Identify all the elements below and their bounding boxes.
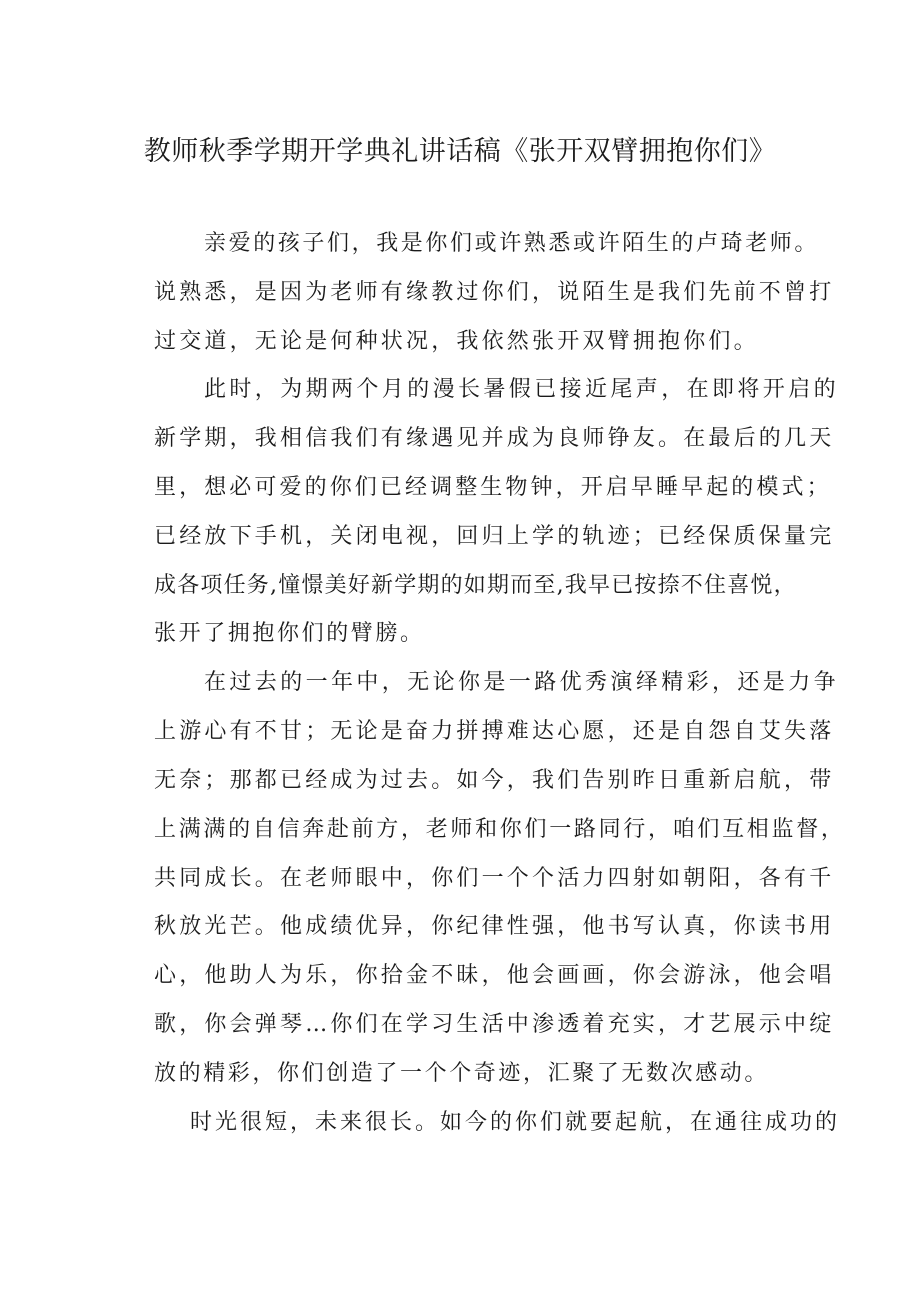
text-line: 心，他助人为乐，你拾金不昧，他会画画，你会游泳，他会唱 — [154, 963, 835, 988]
text-line: 此时，为期两个月的漫长暑假已接近尾声，在即将开启的 — [204, 377, 840, 402]
text-line: 成各项任务,憧憬美好新学期的如期而至,我早已按捺不住喜悦， — [154, 573, 797, 598]
text-line: 亲爱的孩子们，我是你们或许熟悉或许陌生的卢琦老师。 — [204, 231, 820, 256]
text-line: 说熟悉，是因为老师有缘教过你们，说陌生是我们先前不曾打 — [154, 280, 835, 305]
text-line: 时光很短，未来很长。如今的你们就要起航，在通往成功的 — [190, 1110, 841, 1135]
text-line: 过交道，无论是何种状况，我依然张开双臂拥抱你们。 — [154, 329, 759, 354]
text-line: 张开了拥抱你们的臂膀。 — [154, 621, 425, 646]
text-line: 上游心有不甘；无论是奋力拼搏难达心愿，还是自怨自艾失落 — [154, 719, 835, 744]
text-line: 歌，你会弹琴…你们在学习生活中渗透着充实，才艺展示中绽 — [154, 1012, 835, 1037]
text-line: 新学期，我相信我们有缘遇见并成为良师铮友。在最后的几天 — [154, 426, 835, 451]
document-title: 教师秋季学期开学典礼讲话稿《张开双臂拥抱你们》 — [143, 136, 777, 167]
text-line: 共同成长。在老师眼中，你们一个个活力四射如朝阳，各有千 — [154, 866, 835, 891]
text-line: 放的精彩，你们创造了一个个奇迹，汇聚了无数次感动。 — [154, 1061, 770, 1086]
text-line: 在过去的一年中，无论你是一路优秀演绎精彩，还是力争 — [204, 670, 840, 695]
text-line: 秋放光芒。他成绩优异，你纪律性强，他书写认真，你读书用 — [154, 914, 835, 939]
text-line: 已经放下手机，关闭电视，回归上学的轨迹；已经保质保量完 — [154, 524, 835, 549]
text-line: 上满满的自信奔赴前方，老师和你们一路同行，咱们互相监督， — [154, 817, 846, 842]
text-line: 无奈；那都已经成为过去。如今，我们告别昨日重新启航，带 — [154, 768, 835, 793]
text-line: 里，想必可爱的你们已经调整生物钟，开启早睡早起的模式； — [154, 475, 832, 500]
